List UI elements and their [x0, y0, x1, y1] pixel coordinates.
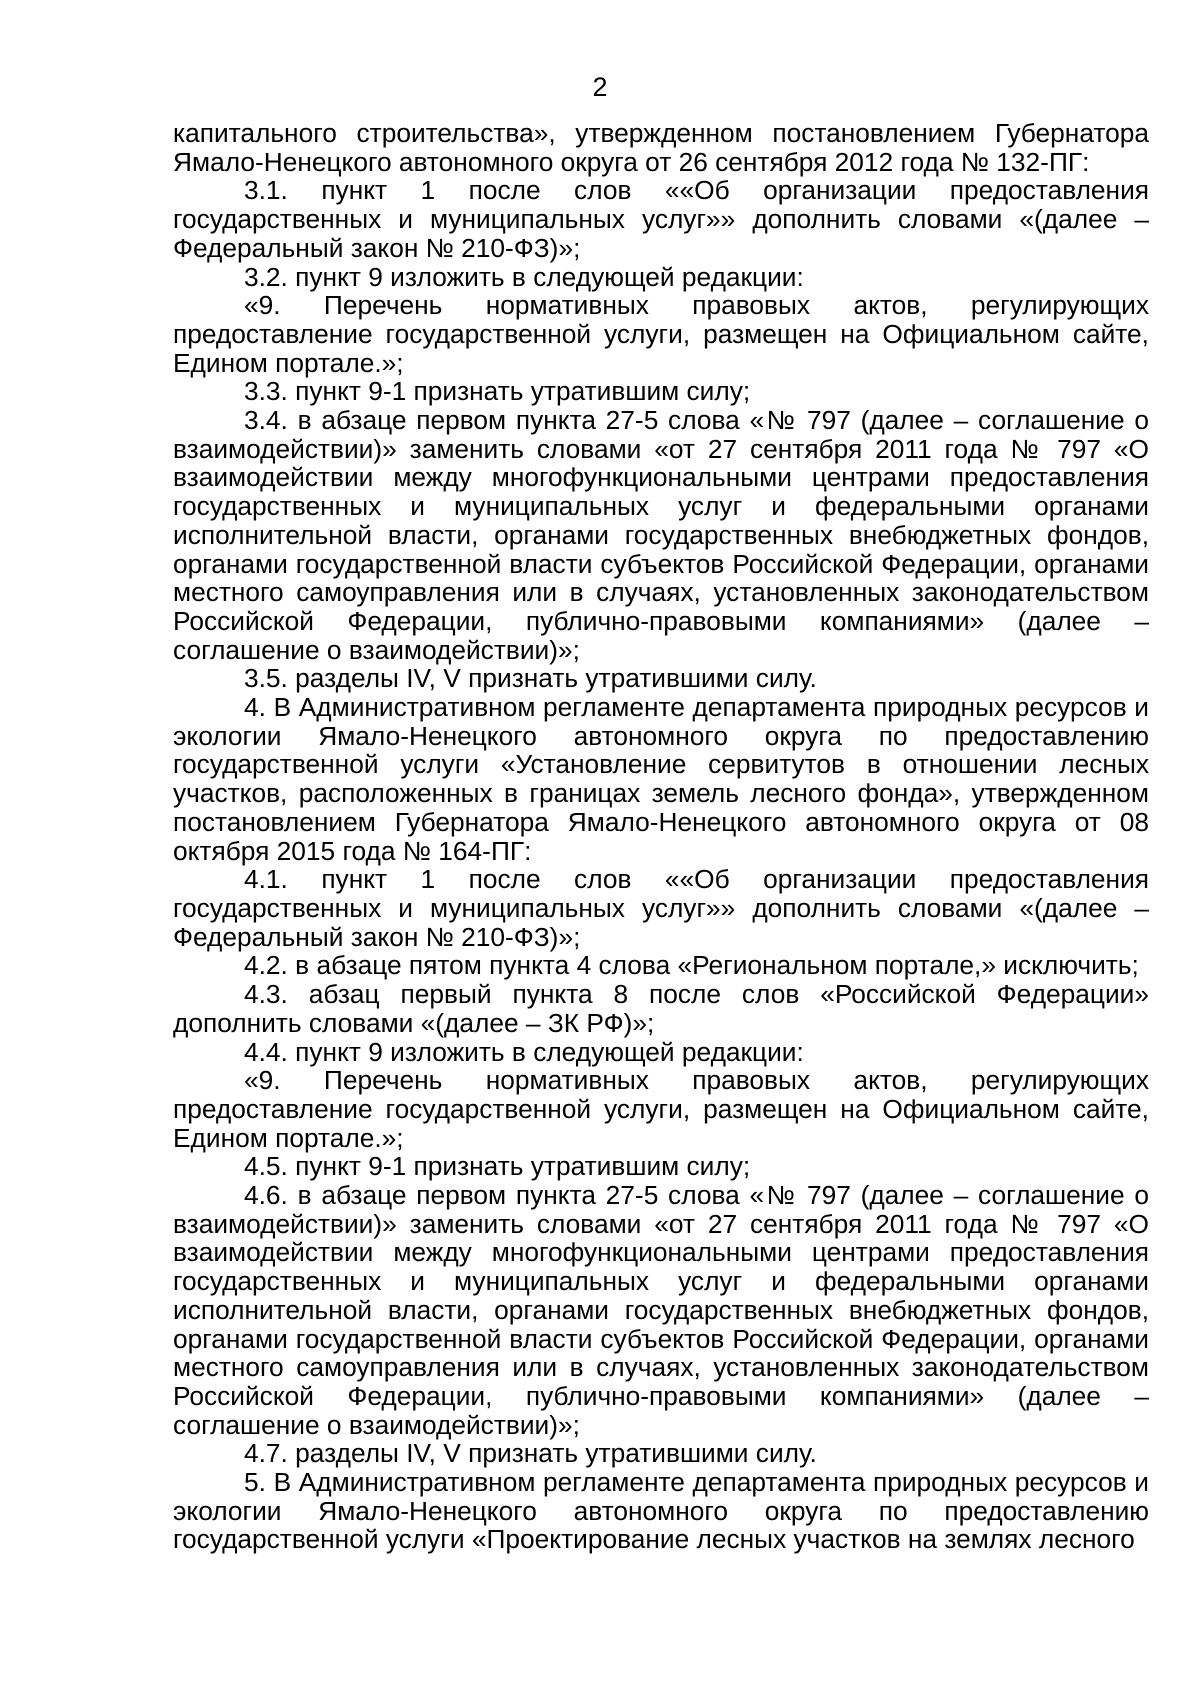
- paragraph: 5. В Административном регламенте департамента природных ресурсов и экологии Ямало-Ненецкого автономного округа по предоставлению государственной услуги «Проектирование лесных участков на землях лесного: [173, 1467, 1149, 1555]
- paragraph: 4.4. пункт 9 изложить в следующей редакции:: [244, 1036, 804, 1067]
- paragraph: капитального строительства», утвержденном постановлением Губернатора Ямало-Ненецкого автономного округа от 26 сентября 2012 года № 132-ПГ:: [173, 118, 1149, 177]
- paragraph: 4.7. разделы IV, V признать утратившими силу.: [244, 1438, 817, 1469]
- paragraph: 4.3. абзац первый пункта 8 после слов «Российской Федерации» дополнить словами «(далее – ЗК РФ)»;: [173, 979, 1149, 1038]
- paragraph: 3.5. разделы IV, V признать утратившими силу.: [244, 663, 817, 694]
- paragraph: 3.3. пункт 9-1 признать утратившим силу;: [244, 376, 751, 407]
- paragraph: «9. Перечень нормативных правовых актов, регулирующих предоставление государственной услуги, размещен на Официальном сайте, Едином портале.»;: [173, 290, 1149, 378]
- paragraph: 3.1. пункт 1 после слов ««Об организации предоставления государственных и муниципальных услуг»» дополнить словами «(далее – Федеральный закон № 210-ФЗ)»;: [173, 175, 1149, 263]
- paragraph: 4.1. пункт 1 после слов ««Об организации предоставления государственных и муниципальных услуг»» дополнить словами «(далее – Федеральный закон № 210-ФЗ)»;: [173, 864, 1149, 952]
- paragraph: «9. Перечень нормативных правовых актов, регулирующих предоставление государственной услуги, размещен на Официальном сайте, Едином портале.»;: [173, 1065, 1149, 1153]
- paragraph: 4. В Административном регламенте департамента природных ресурсов и экологии Ямало-Ненецкого автономного округа по предоставлению государственной услуги «Установление сервитутов в отношении лесных участков, расположенных в границах земель лесного фонда», утвержденном постановлением Губернатора Ямало-Ненецкого автономного округа от 08 октября 2015 года № 164-ПГ:: [173, 692, 1149, 866]
- paragraph: 4.2. в абзаце пятом пункта 4 слова «Региональном портале,» исключить;: [244, 950, 1139, 981]
- paragraph: 4.5. пункт 9-1 признать утратившим силу;: [244, 1151, 751, 1182]
- document-body: [173, 119, 1149, 1554]
- paragraph: 3.2. пункт 9 изложить в следующей редакции:: [244, 261, 804, 292]
- paragraph: 3.4. в абзаце первом пункта 27-5 слова «№ 797 (далее – соглашение о взаимодействии)» заменить словами «от 27 сентября 2011 года № 797 «О взаимодействии между многофункциональными центрами предоставления государственных и муниципальных услуг и федеральными органами исполнительной власти, органами государственных внебюджетных фондов, органами государственной власти субъектов Российской Федерации, органами местного самоуправления или в случаях, установленных законодательством Российской Федерации, публично-правовыми компаниями» (далее – соглашение о взаимодействии)»;: [173, 405, 1149, 665]
- page-number: 2: [592, 72, 608, 102]
- paragraph: 4.6. в абзаце первом пункта 27-5 слова «№ 797 (далее – соглашение о взаимодействии)» заменить словами «от 27 сентября 2011 года № 797 «О взаимодействии между многофункциональными центрами предоставления государственных и муниципальных услуг и федеральными органами исполнительной власти, органами государственных внебюджетных фондов, органами государственной власти субъектов Российской Федерации, органами местного самоуправления или в случаях, установленных законодательством Российской Федерации, публично-правовыми компаниями» (далее – соглашение о взаимодействии)»;: [173, 1180, 1149, 1440]
